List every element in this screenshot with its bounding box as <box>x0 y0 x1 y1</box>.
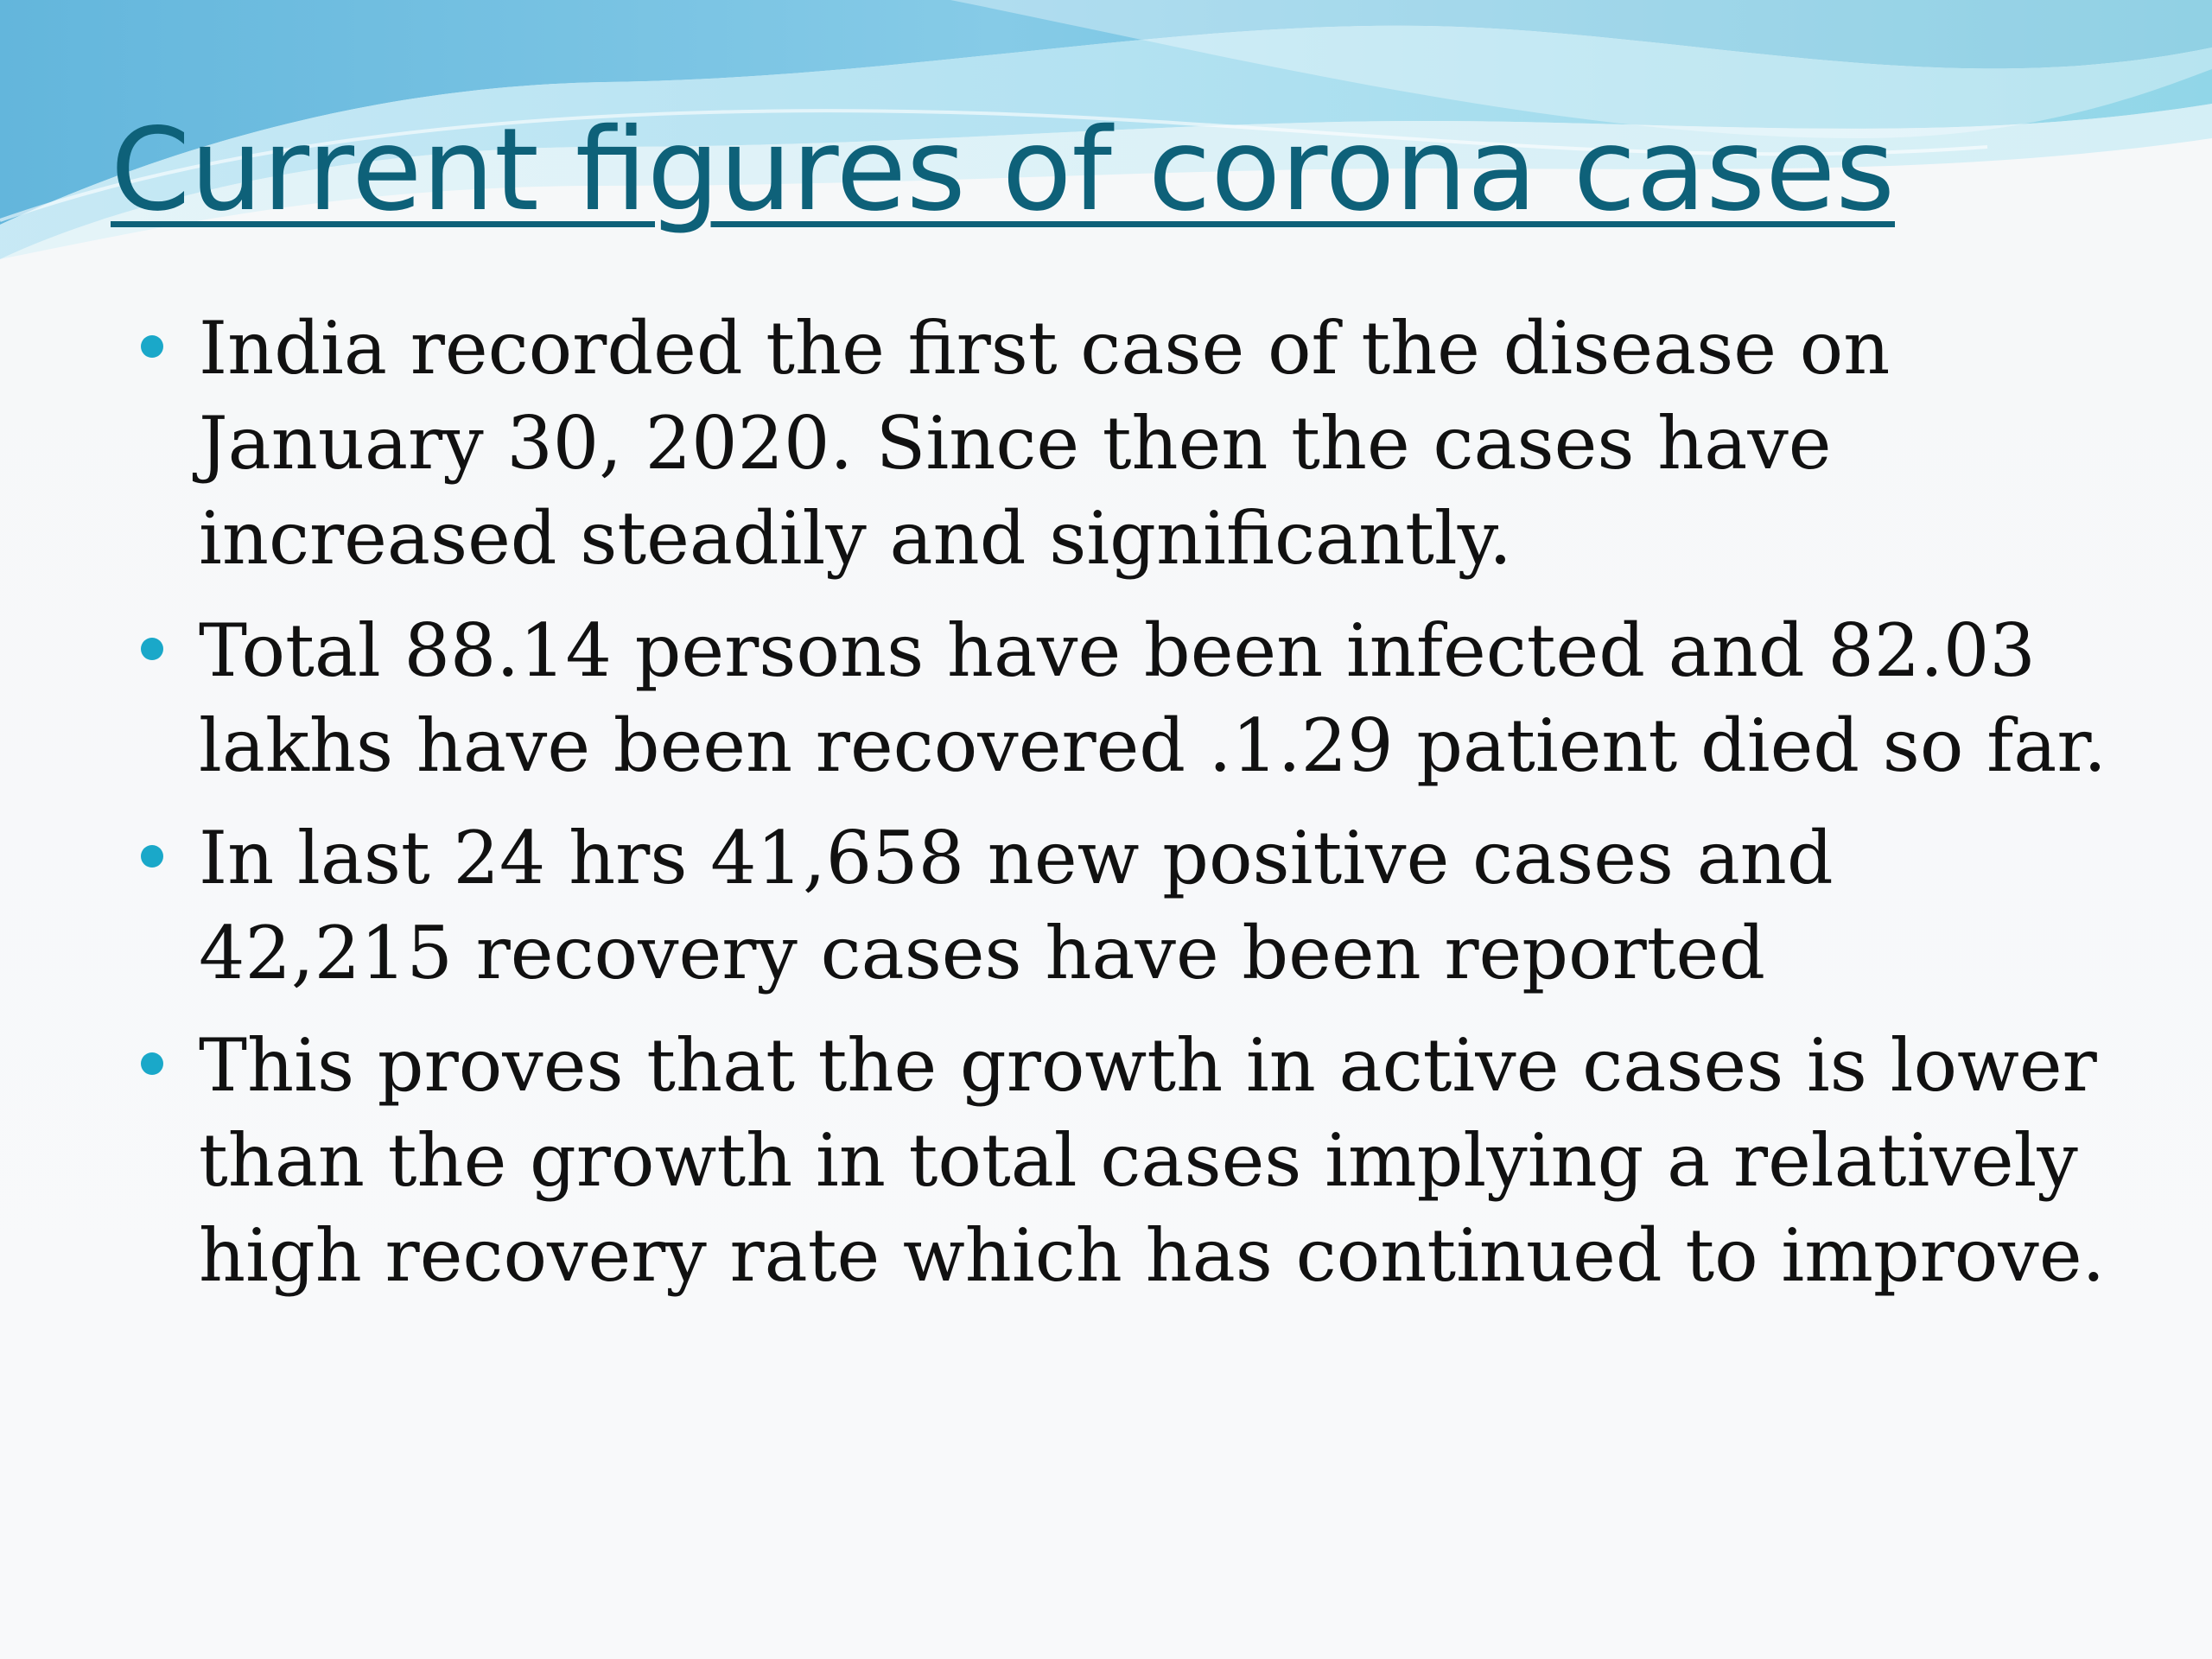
bullet-text: This proves that the growth in active cases is lower than the growth in total cases implying a relatively high recovery rate which has continued to improve. <box>199 1023 2106 1298</box>
bullet-item-first-case <box>138 301 2108 586</box>
bullet-list <box>138 301 2108 1320</box>
bullet-dot-icon <box>141 1052 163 1075</box>
bullet-dot-icon <box>141 845 163 868</box>
bullet-item-last-24-hrs <box>138 810 2108 1001</box>
slide-title: Current figures of corona cases <box>111 104 1896 237</box>
bullet-text: In last 24 hrs 41,658 new positive cases and 42,215 recovery cases have been reported <box>199 816 1834 995</box>
bullet-dot-icon <box>141 335 163 358</box>
bullet-text: Total 88.14 persons have been infected and 82.03 lakhs have been recovered .1.29 patient died so far. <box>199 608 2107 788</box>
bullet-text: India recorded the first case of the disease on January 30, 2020. Since then the cases have increased steadily and significantly. <box>199 306 1891 581</box>
bullet-item-recovery-rate <box>138 1018 2108 1303</box>
bullet-item-totals <box>138 603 2108 793</box>
bullet-dot-icon <box>141 638 163 660</box>
